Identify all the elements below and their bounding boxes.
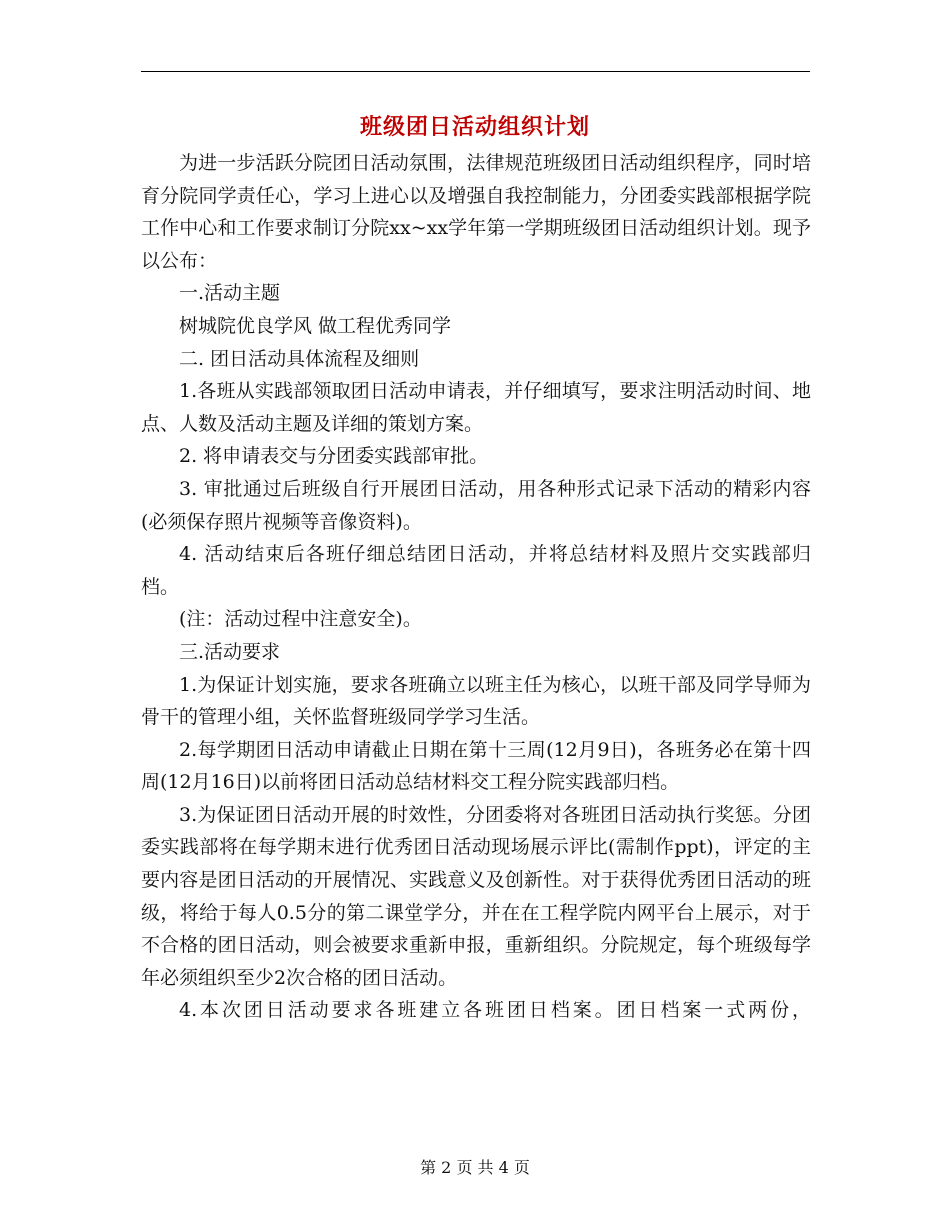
page-number-footer: 第 2 页 共 4 页 — [420, 1158, 530, 1177]
process-item-4: 4. 活动结束后各班仔细总结团日活动，并将总结材料及照片交实践部归档。 — [141, 543, 811, 598]
activity-theme: 树城院优良学风 做工程优秀同学 — [179, 314, 452, 337]
document-title: 班级团日活动组织计划 — [359, 115, 590, 140]
section-heading-3: 三.活动要求 — [179, 640, 281, 663]
requirement-item-3: 3.为保证团日活动开展的时效性，分团委将对各班团日活动执行奖惩。分团委实践部将在每学期末进行优秀团日活动现场展示评比(需制作ppt)，评定的主要内容是团日活动的开展情况、实践意义及创新性。对于获得优秀团日活动的班级，将给于每人0.5分的第二课堂学分，并在在工程学院内网平台上展示，对于不合格的团日活动，则会被要求重新申报，重新组织。分院规定，每个班级每学年必须组织至少2次合格的团日活动。 — [141, 803, 811, 989]
process-item-3: 3. 审批通过后班级自行开展团日活动，用各种形式记录下活动的精彩内容(必须保存照片视频等音像资料)。 — [141, 477, 811, 533]
header-rule — [141, 71, 810, 72]
process-item-1: 1.各班从实践部领取团日活动申请表，并仔细填写，要求注明活动时间、地点、人数及活动主题及详细的策划方案。 — [141, 380, 811, 435]
process-item-2: 2. 将申请表交与分团委实践部审批。 — [179, 445, 489, 468]
requirement-item-2: 2.每学期团日活动申请截止日期在第十三周(12月9日)，各班务必在第十四周(12月16日)以前将团日活动总结材料交工程分院实践部归档。 — [141, 738, 811, 794]
requirement-item-1: 1.为保证计划实施，要求各班确立以班主任为核心，以班干部及同学导师为骨干的管理小组，关怀监督班级同学学习生活。 — [141, 673, 811, 729]
section-heading-1: 一.活动主题 — [179, 282, 281, 305]
requirement-item-4: 4.本次团日活动要求各班建立各班团日档案。团日档案一式两份， — [179, 999, 811, 1022]
document-body — [141, 147, 811, 1027]
intro-paragraph: 为进一步活跃分院团日活动氛围，法律规范班级团日活动组织程序，同时培育分院同学责任心，学习上进心以及增强自我控制能力，分团委实践部根据学院工作中心和工作要求制订分院xx~xx学年第一学期班级团日活动组织计划。现予以公布： — [141, 152, 811, 272]
section-heading-2: 二. 团日活动具体流程及细则 — [179, 347, 420, 370]
safety-note: (注：活动过程中注意安全)。 — [179, 608, 422, 631]
